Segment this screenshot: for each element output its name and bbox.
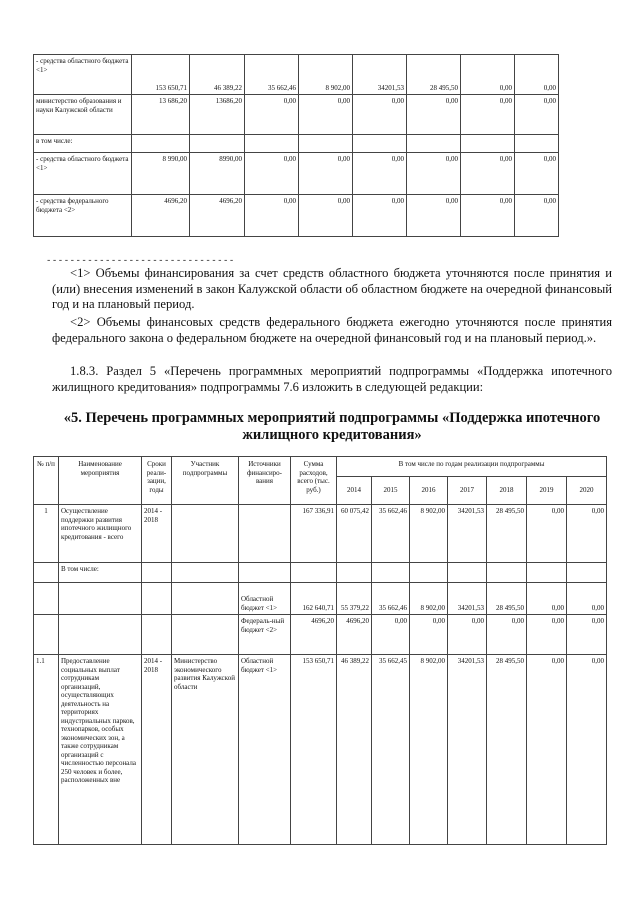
header-year: 2016 (410, 477, 448, 505)
measures-table (33, 456, 607, 845)
footnote-separator: -------------------------------- (46, 256, 235, 266)
table-row: Федераль-ный бюджет <2> 4696,20 4696,20 0,00 0,00 0,00 0,00 0,00 0,00 (34, 615, 607, 655)
header-terms: Сроки реали-зации, годы (142, 457, 172, 505)
header-year: 2014 (337, 477, 372, 505)
footnote-1: <1> Объемы финансирования за счет средств областного бюджета уточняются после принятия и (или) внесения изменений в закон Калужской области об областном бюджете на очередной финансовый год и на плановый период. (52, 266, 612, 311)
header-sources: Источники финансиро-вания (239, 457, 291, 505)
table-row: Областной бюджет <1> 162 640,71 55 379,22 35 662,46 8 902,00 34201,53 28 495,50 0,00 0,00 (34, 583, 607, 615)
header-year: 2020 (567, 477, 607, 505)
continuation-table (33, 54, 559, 237)
table-row: 1 Осуществление поддержки развития ипотечного жилищного кредитования - всего 2014 - 2018 167 336,91 60 075,42 35 662,46 8 902,00 34201,53 28 495,50 0,00 0,00 (34, 505, 607, 563)
header-by-years: В том числе по годам реализации подпрограммы (337, 457, 607, 477)
header-participant: Участник подпрограммы (172, 457, 239, 505)
amendment-paragraph: 1.8.3. Раздел 5 «Перечень программных мероприятий подпрограммы «Поддержка ипотечного жилищного кредитования» подпрограммы 7.6 изложить в следующей редакции: (52, 364, 612, 394)
header-year: 2019 (527, 477, 567, 505)
header-name: Наименование мероприятия (59, 457, 142, 505)
header-year: 2018 (487, 477, 527, 505)
table-row: - средства областного бюджета <1> 153 650,71 46 389,22 35 662,46 8 902,00 34201,53 28 495,50 0,00 0,00 (34, 55, 559, 95)
table-row: в том числе: (34, 135, 559, 153)
table-row: 1.1 Предоставление социальных выплат сотрудникам организаций, осуществляющих деятельность на территориях индустриальных парков, технопарков, особых экономических зон, а также сотрудникам организаций с численностью персонала 250 человек и более, расположенных вне 2014 - 2018 Министерство экономического развития Калужской области Областной бюджет <1> 153 650,71 46 389,22 35 662,45 8 902,00 34201,53 28 495,50 0,00 0,00 (34, 655, 607, 845)
table-row: - средства федерального бюджета <2> 4696,20 4696,20 0,00 0,00 0,00 0,00 0,00 0,00 (34, 195, 559, 237)
footnote-2: <2> Объемы финансовых средств федерального бюджета ежегодно уточняются после принятия федерального закона о федеральном бюджете на очередной финансовый год и на плановый период.». (52, 315, 612, 345)
table-header-row (34, 457, 607, 477)
table-row: - средства областного бюджета <1> 8 990,00 8990,00 0,00 0,00 0,00 0,00 0,00 0,00 (34, 153, 559, 195)
header-year: 2015 (372, 477, 410, 505)
header-year: 2017 (448, 477, 487, 505)
header-sum: Сумма расходов, всего (тыс. руб.) (291, 457, 337, 505)
header-num: № п/п (34, 457, 59, 505)
section-title: «5. Перечень программных мероприятий подпрограммы «Поддержка ипотечного жилищного кредитования» (63, 410, 601, 443)
table-row: министерство образования и науки Калужской области 13 686,20 13686,20 0,00 0,00 0,00 0,00 0,00 0,00 (34, 95, 559, 135)
table-row: В том числе: (34, 563, 607, 583)
